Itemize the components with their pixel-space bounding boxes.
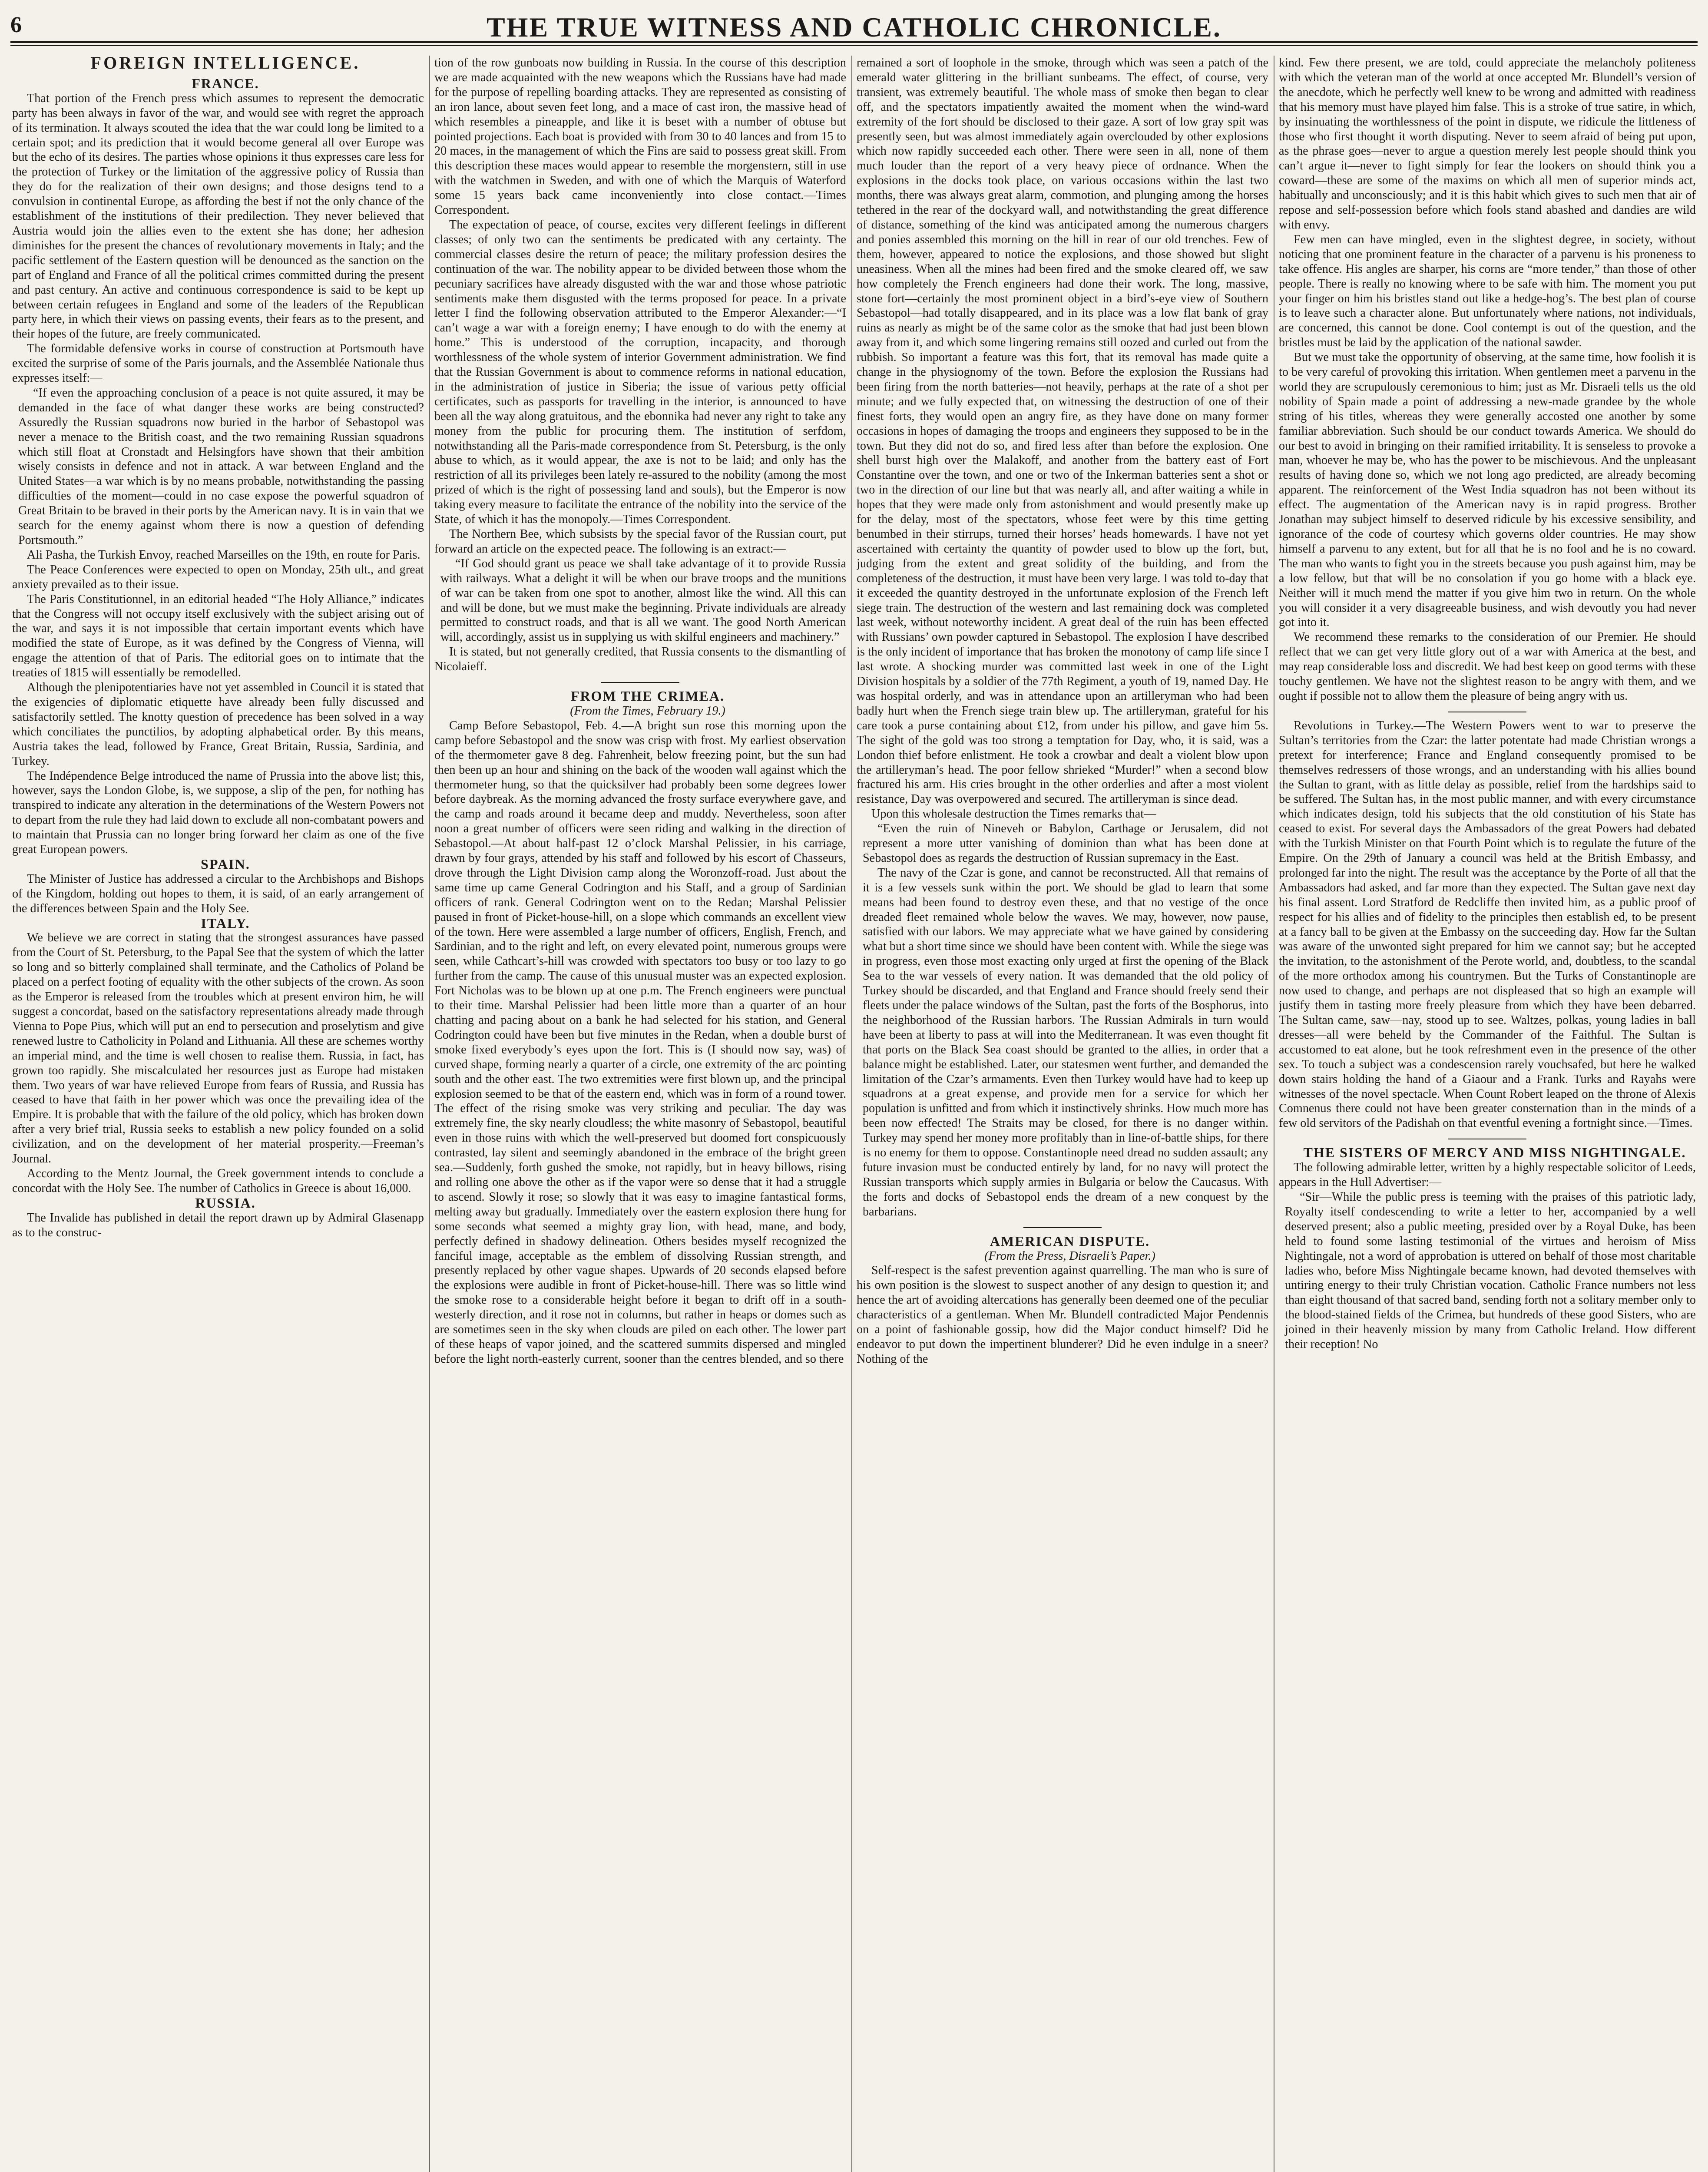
- article-paragraph: The following admirable letter, written by a highly respectable solicitor of Leeds, appears in the Hull Advertiser:—: [1279, 1161, 1696, 1189]
- quoted-paragraph: “If even the approaching conclusion of a peace is not quite assured, it may be demanded in the face of what danger these works are being constructed? Assuredly the Russian squadrons now buried in the harbor of Sebastopol was never a menace to the British coast, and the two remaining Russian squadrons which still float at Cronstadt and Helsingfors have shown that their ambition wisely consists in defence and not in attack. A war between England and the United States—a war which is by no means probable, notwithstanding the passing difficulties of the moment—could in no case expose the powerful squadron of Great Britain to be braved in their ports by the American navy. It is in vain that we search for the enemy against whom there is now a question of defending Portsmouth.”: [18, 386, 424, 547]
- page-number: 6: [10, 13, 22, 37]
- subsection-russia: RUSSIA.: [195, 1195, 256, 1211]
- headline-source: (From the Times, February 19.): [570, 704, 725, 718]
- article-paragraph: We believe we are correct in stating that the strongest assurances have passed from the Court of St. Petersburg, to the Papal See that the system of which the latter so long and so bitterly complained shall terminate, and the Catholics of Poland be placed on a perfect footing of equality with the other subjects of the crown. As soon as the Emperor is released from the troubles which at present environ him, he will suggest a concordat, based on the satisfactory representations already made through Vienna to Pope Pius, which will put an end to persecution and proselytism and give renewed lustre to Catholicity in Poland and Lithuania. All these are schemes worthy an imperial mind, and the time is well chosen to realise them. Russia, in fact, has grown too rapidly. She miscalculated her resources just as Europe had mistaken them. Two years of war have relieved Europe from fears of Russia, and Russia has ceased to have that faith in her power which was once the prevailing idea of the Empire. It is probable that with the failure of the old policy, which has broken down after a very brief trial, Russia seeks to establish a new policy founded on a solid civilization, and on the development of her material prosperity.—Freeman’s Journal.: [12, 931, 424, 1166]
- quoted-paragraph: “Even the ruin of Nineveh or Babylon, Carthage or Jerusalem, did not represent a more utter vanishing of dominion than what has been done at Sebastopol does as regards the destruction of Russian supremacy in the East.: [863, 822, 1268, 865]
- headline-source: (From the Press, Disraeli’s Paper.): [984, 1249, 1155, 1263]
- article-paragraph: tion of the row gunboats now building in Russia. In the course of this description we are made acquainted with the new weapons which the Russians have had made for the purpose of repelling boarding attacks. They are represented as consisting of an iron lance, about seven feet long, and a mace of cast iron, the massive head of which resembles a pineapple, and like it is beset with a number of obtuse but pointed projections. Each boat is provided with from 30 to 40 lances and from 15 to 20 maces, in the management of which the Fins are said to possess great skill. From this description these maces would appear to resemble the morgenstern, still in use with the watchmen in Sweden, and with one of which the Marquis of Waterford some 15 years back came inconveniently into close contact.—Times Correspondent.: [434, 56, 846, 217]
- article-separator: [601, 682, 679, 683]
- column-3: [857, 56, 1268, 2172]
- headline-crimea: FROM THE CRIMEA.: [570, 688, 725, 704]
- quoted-paragraph: “If God should grant us peace we shall take advantage of it to provide Russia with railways. What a delight it will be when our brave troops and the munitions of war can be taken from one spot to another, almost like the wind. All this can and will be done, but we must make the beginning. Private individuals are already permitted to construct roads, and that is all we want. The good North American will, accordingly, assist us in supplying us with skilful engineers and machinery.”: [440, 556, 846, 644]
- article-separator: [1023, 1227, 1102, 1228]
- article-paragraph: The Indépendence Belge introduced the name of Prussia into the above list; this, however, says the London Globe, is, we suppose, a slip of the pen, for nothing has transpired to indicate any alteration in the determinations of the Western Powers not to depart from the rule they had laid down to exclude all non-combatant powers and to maintain that Prussia can no longer bring forward her claim as one of the five great European powers.: [12, 769, 424, 857]
- article-paragraph: Few men can have mingled, even in the slightest degree, in society, without noticing that one prominent feature in the character of a parvenu is his proneness to take offence. His angles are sharper, his corns are “more tender,” than those of other people. There is really no knowing where to be safe with him. The moment you put your finger on him his bristles stand out like a hedge-hog’s. The best plan of course is to leave such a character alone. But unfortunately where nations, not individuals, are concerned, this cannot be done. Cool contempt is out of the question, and the bristles must be laid by the application of the national sawder.: [1279, 232, 1696, 350]
- article-paragraph: We recommend these remarks to the consideration of our Premier. He should reflect that we can get very little glory out of a war with America at the best, and may reap considerable loss and discredit. We had best keep on good terms with these touchy gentlemen. We have not the slightest reason to be angry with them, and we ought if possible not to allow them the pleasure of being angry with us.: [1279, 630, 1696, 703]
- article-paragraph: The Minister of Justice has addressed a circular to the Archbishops and Bishops of the Kingdom, holding out hopes to them, it is said, of an early arrangement of the differences between Spain and the Holy See.: [12, 872, 424, 915]
- column-2: [434, 56, 846, 2172]
- article-paragraph: The Peace Conferences were expected to open on Monday, 25th ult., and great anxiety prevailed as to their issue.: [12, 563, 424, 591]
- article-paragraph: The Paris Constitutionnel, in an editorial headed “The Holy Alliance,” indicates that the Congress will not occupy itself exclusively with the subject arising out of the war, and says it is not impossible that certain important events which have modified the state of Europe, as it was defined by the Congress of Vienna, will engage the attention of that of Paris. The editorial goes on to intimate that the treaties of 1815 will essentially be remodelled.: [12, 592, 424, 680]
- masthead-rule-thin: [10, 45, 1698, 46]
- article-paragraph: It is stated, but not generally credited, that Russia consents to the dismantling of Nicolaieff.: [434, 645, 846, 674]
- subsection-spain: SPAIN.: [201, 856, 250, 872]
- column-4: [1279, 56, 1696, 2172]
- article-paragraph: The Invalide has published in detail the report drawn up by Admiral Glasenapp as to the construc-: [12, 1211, 424, 1239]
- quoted-paragraph: “Sir—While the public press is teeming with the praises of this patriotic lady, Royalty itself condescending to write a letter to her, accompanied by a well deserved present; also a public meeting, presided over by a Royal Duke, has been held to found some lasting testimonial of the virtues and heroism of Miss Nightingale, not a word of approbation is uttered on behalf of those most charitable ladies who, before Miss Nightingale became known, had devoted themselves with untiring energy to their truly Christian vocation. Catholic France numbers not less than eight thousand of that sacred band, sending forth not a solitary member only to the blood-stained fields of the Crimea, but hundreds of these good Sisters, who are joined in their heavenly mission by many from Catholic Ireland. How different their reception! No: [1285, 1190, 1696, 1351]
- article-paragraph: The expectation of peace, of course, excites very different feelings in different classes; of only two can the sentiments be predicated with any certainty. The commercial classes desire the return of peace; the military profession desires the continuation of the war. The nobility appear to be divided between those whom the pecuniary sacrifices have already disgusted with the war and those whose patriotic sentiments make them disgusted with the terms proposed for peace. In a private letter I find the following observation attributed to the Emperor Alexander:—“I can’t wage a war with a foreign enemy; I have enough to do with the enemy at home.” This is understood of the corruption, incapacity, and thorough worthlessness of the whole system of interior Government administration. We find that the Russian Government is about to commence reforms in national education, in the administration of justice in Siberia; the issue of various petty official certificates, such as passports for travelling in the interior, is announced to have been all the way along gratuitous, and the ebonnika had never any right to take any money from the public for procuring them. The institution of serfdom, notwithstanding all the Paris-made correspondence from St. Petersburg, is the only abuse to which, as it would appear, the axe is not to be laid; and only has the restriction of all its privileges been lately re-assured to the nobility (among the most prized of which is the right of possessing land and souls), but the Emperor is now taking every measure to facilitate the entrance of the nobility into the service of the State, of which it has the monopoly.—Times Correspondent.: [434, 218, 846, 526]
- article-paragraph: According to the Mentz Journal, the Greek government intends to conclude a concordat with the Holy See. The number of Catholics in Greece is about 16,000.: [12, 1166, 424, 1195]
- article-paragraph: Revolutions in Turkey.—The Western Powers went to war to preserve the Sultan’s territories from the Czar: the latter potentate had made Christian wrongs a pretext for interference; France and England consequently promised to be themselves redressers of those wrongs, and an understanding with his allies bound the Sultan to grant, with as little delay as possible, relief from the hardships said to be suffered. The Sultan has, in the most public manner, and with every circumstance which indicates design, told his subjects that the old constitution of his State has ceased to exist. For several days the Ambassadors of the great Powers had debated with the Turkish Minister on that Fourth Point which is to regulate the future of the Empire. On the 29th of January a council was held at the British Embassy, and prolonged far into the night. The result was the acceptance by the Porte of all that the Ambassadors had asked, and far more than they expected. The Sultan gave next day his final assent. Lord Stratford de Redcliffe then invited him, as a public proof of respect for his allies and of fidelity to the principles then establish ed, to be present at a fancy ball to be given at the Embassy on the succeeding day. How far the Sultan was aware of the unwonted sight prepared for him we cannot say; but he accepted the invitation, to the astonishment of the Perote world, and, doubtless, to the scandal of the more orthodox among his countrymen. But the Turks of Constantinople are now used to change, and perhaps are not displeased that so high an example will justify them in tasting more freely pleasure from which they have been debarred. The Sultan came, saw—nay, stood up to see. Waltzes, polkas, young ladies in ball dresses—all were beheld by the Commander of the Faithful. The Sultan is accustomed to eat alone, but he took refreshment even in the presence of the other sex. To touch a subject was a condescension rarely vouchsafed, but here he walked down stairs holding the hand of a Giaour and a Frank. Turks and Rayahs were witnesses of the novel spectacle. When Count Robert leaped on the throne of Alexis Comnenus there could not have been greater consternation than in the minds of a few old servitors of the Padishah on that eventful evening a fortnight since.—Times.: [1279, 718, 1696, 1130]
- article-paragraph: That portion of the French press which assumes to represent the democratic party has been always in favor of the war, and would see with regret the approach of its termination. It always scouted the idea that the war could long be limited to a certain spot; and its prediction that it would become general all over Europe was but the echo of its desires. The parties whose opinions it thus expresses care less for the protection of Turkey or the limitation of the aggressive policy of Russia than they do for the realization of their own designs; and those designs tend to a convulsion in continental Europe, as affording the best if not the only chance of the establishment of the institutions of their predilection. They never believed that Austria would join the allies even to the extent she has done; her adhesion diminishes for the present the chances of revolutionary movements in Italy; and the pacific settlement of the Eastern question will be denounced as the sanction on the part of England and France of all the political crimes committed during the present and past century. An active and continuous correspondence is said to be kept up between certain refugees in England and some of the leaders of the Republican party here, in which their views on passing events, their fears as to the present, and their hopes of the future, are freely communicated.: [12, 91, 424, 341]
- subsection-france: FRANCE.: [192, 75, 259, 91]
- column-divider: [851, 56, 852, 2172]
- column-1: [12, 56, 424, 2172]
- article-paragraph: Although the plenipotentiaries have not yet assembled in Council it is stated that the exigencies of diplomatic etiquette have already been fully discussed and satisfactorily settled. The knotty question of precedence has been solved in a way which conciliates the punctilios, by adopting alphabetical order. By this means, Austria takes the lead, followed by France, Great Britain, Russia, Sardinia, and Turkey.: [12, 681, 424, 768]
- article-paragraph: Ali Pasha, the Turkish Envoy, reached Marseilles on the 19th, en route for Paris.: [27, 548, 420, 562]
- article-paragraph: The Northern Bee, which subsists by the special favor of the Russian court, put forward an article on the expected peace. The following is an extract:—: [434, 527, 846, 556]
- quoted-paragraph: The navy of the Czar is gone, and cannot be reconstructed. All that remains of it is a few vessels sunk within the port. We should be glad to learn that some means had been found to destroy even these, and that no vestige of the once dreaded fleet remained whole below the waves. We may, however, now pause, satisfied with our labors. We may appreciate what we have gained by considering what but a short time since we should have been content with. While the siege was in progress, even those most exacting only urged at first the opening of the Black Sea to the war vessels of every nation. It was demanded that the old policy of Turkey should be discarded, and that England and France should freely send their fleets under the palace windows of the Sultan, past the forts of the Bosphorus, into the neighborhood of the Russian harbors. The Russian Admirals in turn would have been at liberty to pass at will into the Mediterranean. It was even thought fit that ports on the Black Sea coast should be granted to the allies, in order that a balance might be established. Later, our statesmen went further, and demanded the limitation of the Czar’s armaments. Even then Turkey would have had to keep up squadrons at a great expense, and provide men for a service for which her population is unfitted and from which it instinctively shrinks. How much more has been now effected! The Straits may be closed, for there is no danger within. Turkey may spend her money more profitably than in line-of-battle ships, for there is no enemy for them to oppose. Constantinople need dread no sudden assault; any future invasion must be conducted entirely by land, for no navy will protect the Russian transports which supply armies in Bulgaria or below the Caucasus. With the forts and docks of Sebastopol ends the dream of a new conquest by the barbarians.: [863, 866, 1268, 1218]
- article-paragraph: kind. Few there present, we are told, could appreciate the melancholy politeness with which the veteran man of the world at once accepted Mr. Blundell’s version of the anecdote, which he perfectly well knew to be wrong and admitted with readiness that his memory must have played him false. This is a stroke of true satire, in which, by insinuating the worthlessness of the point in dispute, we ridicule the littleness of those who first thought it worth disputing. Never to seem afraid of being put upon, as the phrase goes—never to argue a question merely lest people should think you can’t argue it—never to fight simply for fear the lookers on should think you a coward—these are some of the maxims on which all men of superior minds act, habitually and unconsciously; and it is this habit which gives to such men that air of repose and self-possession before which fools stand abashed and dandies are wild with envy.: [1279, 56, 1696, 232]
- masthead: [10, 9, 1698, 46]
- article-paragraph: remained a sort of loophole in the smoke, through which was seen a patch of the emerald water glittering in the brilliant sunbeams. The effect, of course, very transient, was extremely beautiful. The whole mass of smoke then began to clear off, and the spectators impatiently awaited the moment when the wind-ward extremity of the fort should be disclosed to their gaze. A sort of low gray spit was presently seen, but was almost immediately again overclouded by other explosions which now rapidly succeeded each other. There were seen in all, none of them much louder than the report of a very heavy piece of ordnance. When the explosions in the docks took place, on various occasions within the last two months, there was always great alarm, commotion, and plunging among the horses tethered in the rear of the dockyard wall, and notwithstanding the great difference of distance, something of the kind was anticipated among the numerous chargers and ponies assembled this morning on the hill in rear of our old trenches. Few of them, however, appeared to notice the explosions, and those showed but slight uneasiness. When all the mines had been fired and the smoke cleared off, we saw how completely the French engineers had done their work. The long, massive, stone fort—certainly the most prominent object in a bird’s-eye view of Southern Sebastopol—had totally disappeared, and in its place was a low flat bank of gray ruins as nearly as might be of the same color as the smoke that had just been blown away from it, and which some lingering remains still oozed and curled out from the rubbish. So important a feature was this fort, that its removal has made quite a change in the physiognomy of the town. Before the explosion the Russians had been firing from the north batteries—not heavily, perhaps at the rate of a shot per minute; and we fully expected that, on witnessing the destruction of one of their finest forts, they would open an angry fire, as they have done on many former occasions in hopes of damaging the troops and engineers they supposed to be in the town. But they did not do so, and fired less after than before the explosion. One shell burst high over the Malakoff, and another from the battery east of Fort Constantine over the town, and one or two of the Inkerman batteries sent a shot or two in the direction of our line but that was nearly all, and after waiting a while in hopes that they were made only from astonishment and would presently make up for the delay, most of the spectators, whose feet were by this time getting benumbed in their stirrups, turned their horses’ heads homewards. I have not yet ascertained with certainty the quantity of powder used to blow up the fort, but, judging from the extent and great solidity of the building, and from the completeness of the destruction, it must have been very large. I was told to-day that it exceeded the quantity destroyed in the unfortunate explosion of the French left siege train. The destruction of the western and last remaining dock was completed last week, without noteworthy incident. A great deal of the ruin has been effected with Russians’ own powder captured in Sebastopol. The explosion I have described is the only incident of importance that has broken the monotony of camp life since I last wrote. A shocking murder was committed last week in one of the Light Division hospitals by a soldier of the 77th Regiment, a youth of 19, named Day. He was hospital orderly, and was in attendance upon an artilleryman who had been badly hurt when the French siege train blew up. The artilleryman, grateful for his care took a purse containing about £12, from under his pillow, and gave him 5s. The sight of the gold was too strong a temptation for Day, who, it is said, was a London thief before enlistment. He took a crowbar and dealt a violent blow upon the artilleryman’s head. The poor fellow shrieked “Murder!” when a second blow fractured his arm. His cries brought in the other orderlies and after a most violent resistance, Day was overpowered and secured. The artilleryman is since dead.: [857, 56, 1268, 806]
- subsection-italy: ITALY.: [201, 915, 250, 931]
- masthead-rule-thick: [10, 41, 1698, 43]
- newspaper-title: THE TRUE WITNESS AND CATHOLIC CHRONICLE.: [487, 12, 1221, 43]
- article-paragraph: Camp Before Sebastopol, Feb. 4.—A bright sun rose this morning upon the camp before Sebastopol and the snow was crisp with frost. My earliest observation of the thermometer gave 8 deg. Fahrenheit, below freezing point, but the sun had then been up an hour and shining on the back of the wooden wall against which the thermometer hung, so that the quicksilver had probably been some degrees lower before daybreak. As the morning advanced the frosty surface everywhere gave, and the camp and roads around it became deep and muddy. Nevertheless, soon after noon a great number of officers were seen riding and walking in the direction of Sebastopol.—At about half-past 12 o’clock Marshal Pelissier, in his carriage, drawn by four grays, attended by his staff and followed by his escort of Chasseurs, drove through the Light Division camp along the Woronzoff-road. Just about the same time up came General Codrington and his Staff, and a group of Sardinian officers of rank. General Codrington went on to the Redan; Marshal Pelissier paused in front of Picket-house-hill, on a slope which commands an excellent view of the town. Here were assembled a large number of officers, English, French, and Sardinian, and to the right and left, on every elevated point, numerous groups were seen, while Cathcart’s-hill was crowded with spectators too busy or too lazy to go further from the camp. The cause of this unusual muster was an expected explosion. Fort Nicholas was to be blown up at one p.m. The French engineers were punctual to their time. Marshal Pelissier had been little more than a quarter of an hour chatting and pacing about on a bank he had selected for his station, and General Codrington could have been but five minutes in the Redan, when a double burst of smoke fixed everybody’s eyes upon the fort. This is (I should now say, was) of curved shape, forming nearly a quarter of a circle, one extremity of the arc pointing south and the other east. The two extremities were first blown up, and the principal explosion seemed to be that of the eastern end, which was in form of a round tower. The effect of the rising smoke was very striking and peculiar. The day was extremely fine, the sky nearly cloudless; the white masonry of Sebastopol, beautiful even in those ruins with which the well-preserved but doomed fort conspicuously contrasted, lay silent and seemingly abandoned in the embrace of the bright green sea.—Suddenly, forth gushed the smoke, not rapidly, but in heavy billows, rising and rolling one above the other as if the vapor were so dense that it had a struggle to ascend. Slowly it rose; so slowly that it was easy to imagine fantastical forms, melting away but gradually. Immediately over the eastern explosion there hung for some seconds what seemed a mighty gray lion, with head, mane, and body, perfectly defined in shadowy delineation. Others besides myself recognized the fanciful image, acceptable as the emblem of dissolving Russian strength, and presently replaced by other vague shapes. Upwards of 20 seconds elapsed before the explosions were audible in front of Picket-house-hill. There was so little wind the smoke rose to a considerable height before it began to drift off in a south-westerly direction, and it rose not in columns, but rather in heaps or domes such as are sometimes seen in the sky when clouds are piled on each other. The lower part of these heaps of vapor joined, and the scattered summits dispersed and mingled before the light north-easterly current, sooner than the centres blended, and so there: [434, 718, 846, 1366]
- headline-sisters-of-mercy: THE SISTERS OF MERCY AND MISS NIGHTINGALE.: [1303, 1145, 1686, 1161]
- article-paragraph: Upon this wholesale destruction the Times remarks that—: [871, 807, 1156, 821]
- section-header-foreign-intelligence: FOREIGN INTELLIGENCE.: [90, 56, 361, 73]
- headline-american-dispute: AMERICAN DISPUTE.: [990, 1233, 1150, 1249]
- article-paragraph: The formidable defensive works in course of construction at Portsmouth have excited the surprise of some of the Paris journals, and the Assemblée Nationale thus expresses itself:—: [12, 342, 424, 385]
- column-divider: [429, 56, 430, 2172]
- article-paragraph: Self-respect is the safest prevention against quarrelling. The man who is sure of his own position is the slowest to suspect another of any design to question it; and hence the art of avoiding altercations has generally been deemed one of the peculiar characteristics of a gentleman. When Mr. Blundell contradicted Major Pendennis on a point of fashionable gossip, how did the Major conduct himself? Did he endeavor to put down the impertinent blunderer? Did he even indulge in a sneer? Nothing of the: [857, 1264, 1268, 1366]
- article-paragraph: But we must take the opportunity of observing, at the same time, how foolish it is to be very careful of provoking this irritation. When gentlemen meet a parvenu in the world they are scrupulously ceremonious to him; just as Mr. Disraeli tells us the old nobility of Spain made a point of addressing a new-made grandee by the whole string of his titles, whereas they were generally accosted one another by some familiar abbreviation. Such should be our conduct towards America. We should do our best to avoid in bringing on their ramified irritability. It is senseless to provoke a man, whoever he may be, who has the power to be mischievous. And the unpleasant results of having done so, which we not long ago predicted, are already becoming apparent. The reinforcement of the West India squadron has not been without its effect. The augmentation of the American navy is in rapid progress. Brother Jonathan may subject himself to deserved ridicule by his excessive sensibility, and ignorance of the code of courtesy which governs older countries. He may show himself a parvenu to any extent, but for all that he is no fool and he is no coward. The man who wants to fight you in the streets because you push against him, may be a low fellow, but that will be no consolation if you go home with a black eye. Neither will it much mend the matter if you give him two in return. On the whole you will consider it a very disagreeable business, and wish devoutly you had never got into it.: [1279, 351, 1696, 629]
